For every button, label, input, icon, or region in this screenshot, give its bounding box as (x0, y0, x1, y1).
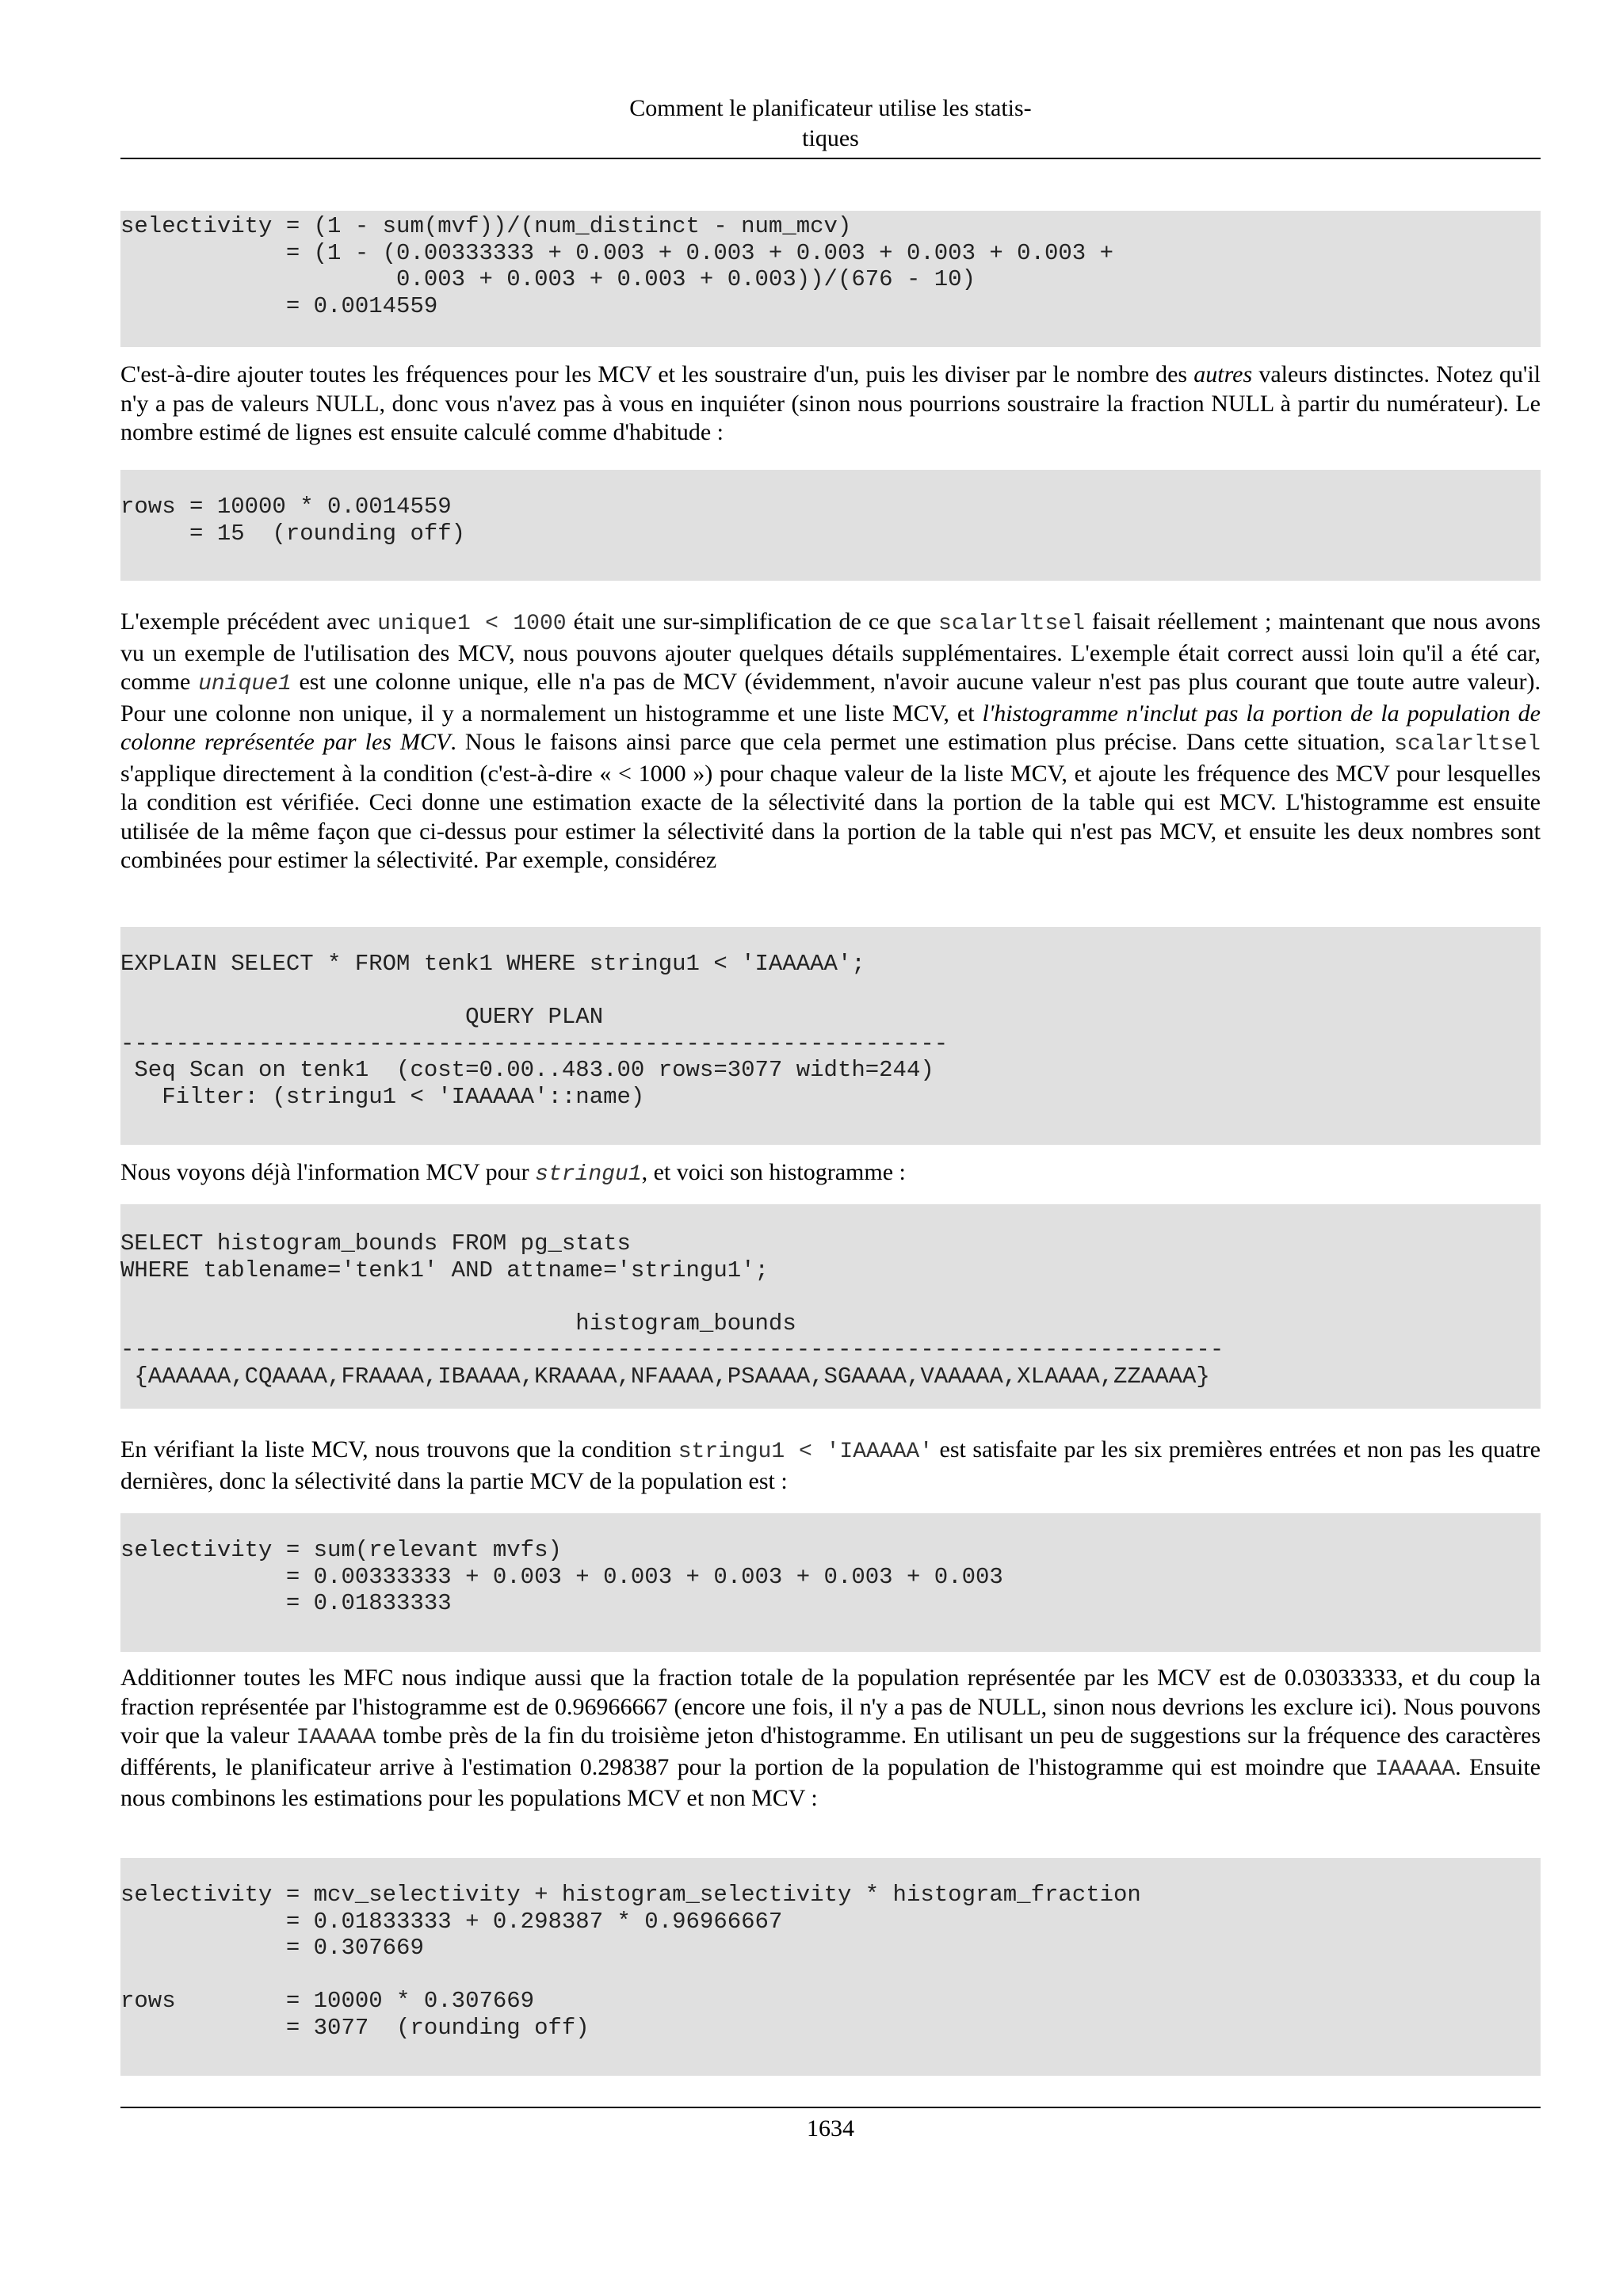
code-line: WHERE tablename='tenk1' AND attname='stringu1'; (120, 1257, 769, 1283)
inline-code: scalarltsel (938, 612, 1085, 636)
code-line: = (1 - (0.00333333 + 0.003 + 0.003 + 0.003 + 0.003 + 0.003 + (120, 239, 1114, 266)
code-line: selectivity = (1 - sum(mvf))/(num_distinct - num_mcv) (120, 213, 852, 239)
paragraph-3: Nous voyons déjà l'information MCV pour stringu1, et voici son histogramme : (120, 1159, 906, 1187)
code-line: = 0.00333333 + 0.003 + 0.003 + 0.003 + 0.003 + 0.003 (120, 1563, 1003, 1590)
inline-code: IAAAAA (296, 1726, 376, 1750)
code-line: = 0.01833333 + 0.298387 * 0.96966667 (120, 1908, 783, 1935)
code-block-selectivity-2 (120, 1513, 1541, 1652)
code-line: ------------------------------------------------------------ (120, 1030, 949, 1057)
code-line: histogram_bounds (120, 1310, 796, 1337)
code-line: QUERY PLAN (120, 1004, 604, 1030)
code-block-explain (120, 927, 1541, 1145)
code-block-selectivity-1 (120, 211, 1541, 347)
inline-code: unique1 < 1000 (377, 612, 567, 636)
code-line: selectivity = mcv_selectivity + histogram_selectivity * histogram_fraction (120, 1882, 1141, 1908)
code-line: rows = 10000 * 0.0014559 (120, 494, 452, 520)
code-line (120, 978, 1541, 1005)
code-line: Filter: (stringu1 < 'IAAAAA'::name) (120, 1083, 645, 1110)
code-line: selectivity = sum(relevant mvfs) (120, 1537, 562, 1563)
inline-code: stringu1 (535, 1162, 642, 1187)
header-rule (120, 158, 1541, 159)
code-line: -------------------------------------------------------------------------------- (120, 1337, 1224, 1363)
code-line: = 0.0014559 (120, 292, 438, 319)
inline-code: unique1 (198, 672, 292, 696)
code-line: = 0.307669 (120, 1935, 424, 1961)
header-line-1: Comment le planificateur utilise les statis- (629, 95, 1032, 121)
page-number: 1634 (807, 2115, 854, 2142)
code-line (120, 1962, 1541, 1989)
code-line: rows = 10000 * 0.307669 (120, 1988, 535, 2014)
code-line: EXPLAIN SELECT * FROM tenk1 WHERE stringu1 < 'IAAAAA'; (120, 951, 865, 977)
code-line: = 3077 (rounding off) (120, 2014, 590, 2041)
code-line: Seq Scan on tenk1 (cost=0.00..483.00 rows=3077 width=244) (120, 1057, 934, 1083)
code-line: = 15 (rounding off) (120, 520, 466, 547)
paragraph-4: En vérifiant la liste MCV, nous trouvons que la condition stringu1 < 'IAAAAA' est satisfaite par les six premières entrées et non pas les quatre dernières, donc la sélectivité dans la partie MCV de la population est : (120, 1436, 1541, 1494)
code-line: = 0.01833333 (120, 1590, 452, 1616)
code-line: SELECT histogram_bounds FROM pg_stats (120, 1230, 631, 1257)
paragraph-2: L'exemple précédent avec unique1 < 1000 était une sur-simplification de ce que scalarltsel faisait réellement ; maintenant que nous avons vu un exemple de l'utilisation des MCV, nous pouvons ajouter quelques détails supplémentaires. L'exemple était correct aussi loin qu'il a été car, comme unique1 est une colonne unique, elle n'a pas de MCV (évidemment, n'avoir aucune valeur n'est pas plus courant que toute autre valeur). Pour une colonne non unique, il y a normalement un histogramme et une liste MCV, et l'histogramme n'inclut pas la portion de la population de colonne représentée par les MCV. Nous le faisons ainsi parce que cela permet une estimation plus précise. Dans cette situation, scalarltsel s'applique directement à la condition (c'est-à-dire « < 1000 ») pour chaque valeur de la liste MCV, et ajoute les fréquence des MCV pour lesquelles la condition est vérifiée. Ceci donne une estimation exacte de la sélectivité dans la portion de la table qui est MCV. L'histogramme est ensuite utilisée de la même façon que ci-dessus pour estimer la sélectivité dans la portion de la table qui n'est pas MCV, et ensuite les deux nombres sont combinées pour estimer la sélectivité. Par exemple, considérez (120, 608, 1541, 873)
code-block-rows-1 (120, 470, 1541, 581)
code-block-selectivity-3 (120, 1858, 1541, 2076)
inline-code: scalarltsel (1394, 732, 1541, 757)
paragraph-5: Additionner toutes les MFC nous indique aussi que la fraction totale de la population représentée par les MCV est de 0.03033333, et du coup la fraction représentée par l'histogramme est de 0.96966667 (encore une fois, il n'y a pas de NULL, sinon nous devrions les exclure ici). Nous pouvons voir que la valeur IAAAAA tombe près de la fin du troisième jeton d'histogramme. En utilisant un peu de suggestions sur la fréquence des caractères différents, le planificateur arrive à l'estimation 0.298387 pour la portion de la population de l'histogramme qui est moindre que IAAAAA. Ensuite nous combinons les estimations pour les populations MCV et non MCV : (120, 1665, 1541, 1811)
inline-code: stringu1 < 'IAAAAA' (678, 1440, 934, 1464)
footer-rule (120, 2107, 1541, 2108)
running-header (120, 93, 1541, 154)
header-line-2: tiques (802, 125, 859, 151)
code-line: 0.003 + 0.003 + 0.003 + 0.003))/(676 - 10) (120, 266, 976, 292)
paragraph-1: C'est-à-dire ajouter toutes les fréquences pour les MCV et les soustraire d'un, puis les diviser par le nombre des autres valeurs distinctes. Notez qu'il n'y a pas de valeurs NULL, donc vous n'avez pas à vous en inquiéter (sinon nous pourrions soustraire la fraction NULL à partir du numérateur). Le nombre estimé de lignes est ensuite calculé comme d'habitude : (120, 361, 1541, 445)
code-block-histogram (120, 1204, 1541, 1409)
inline-code: IAAAAA (1375, 1756, 1456, 1782)
code-line: {AAAAAA,CQAAAA,FRAAAA,IBAAAA,KRAAAA,NFAAAA,PSAAAA,SGAAAA,VAAAAA,XLAAAA,ZZAAAA} (120, 1363, 1210, 1390)
code-line (120, 1283, 1541, 1310)
